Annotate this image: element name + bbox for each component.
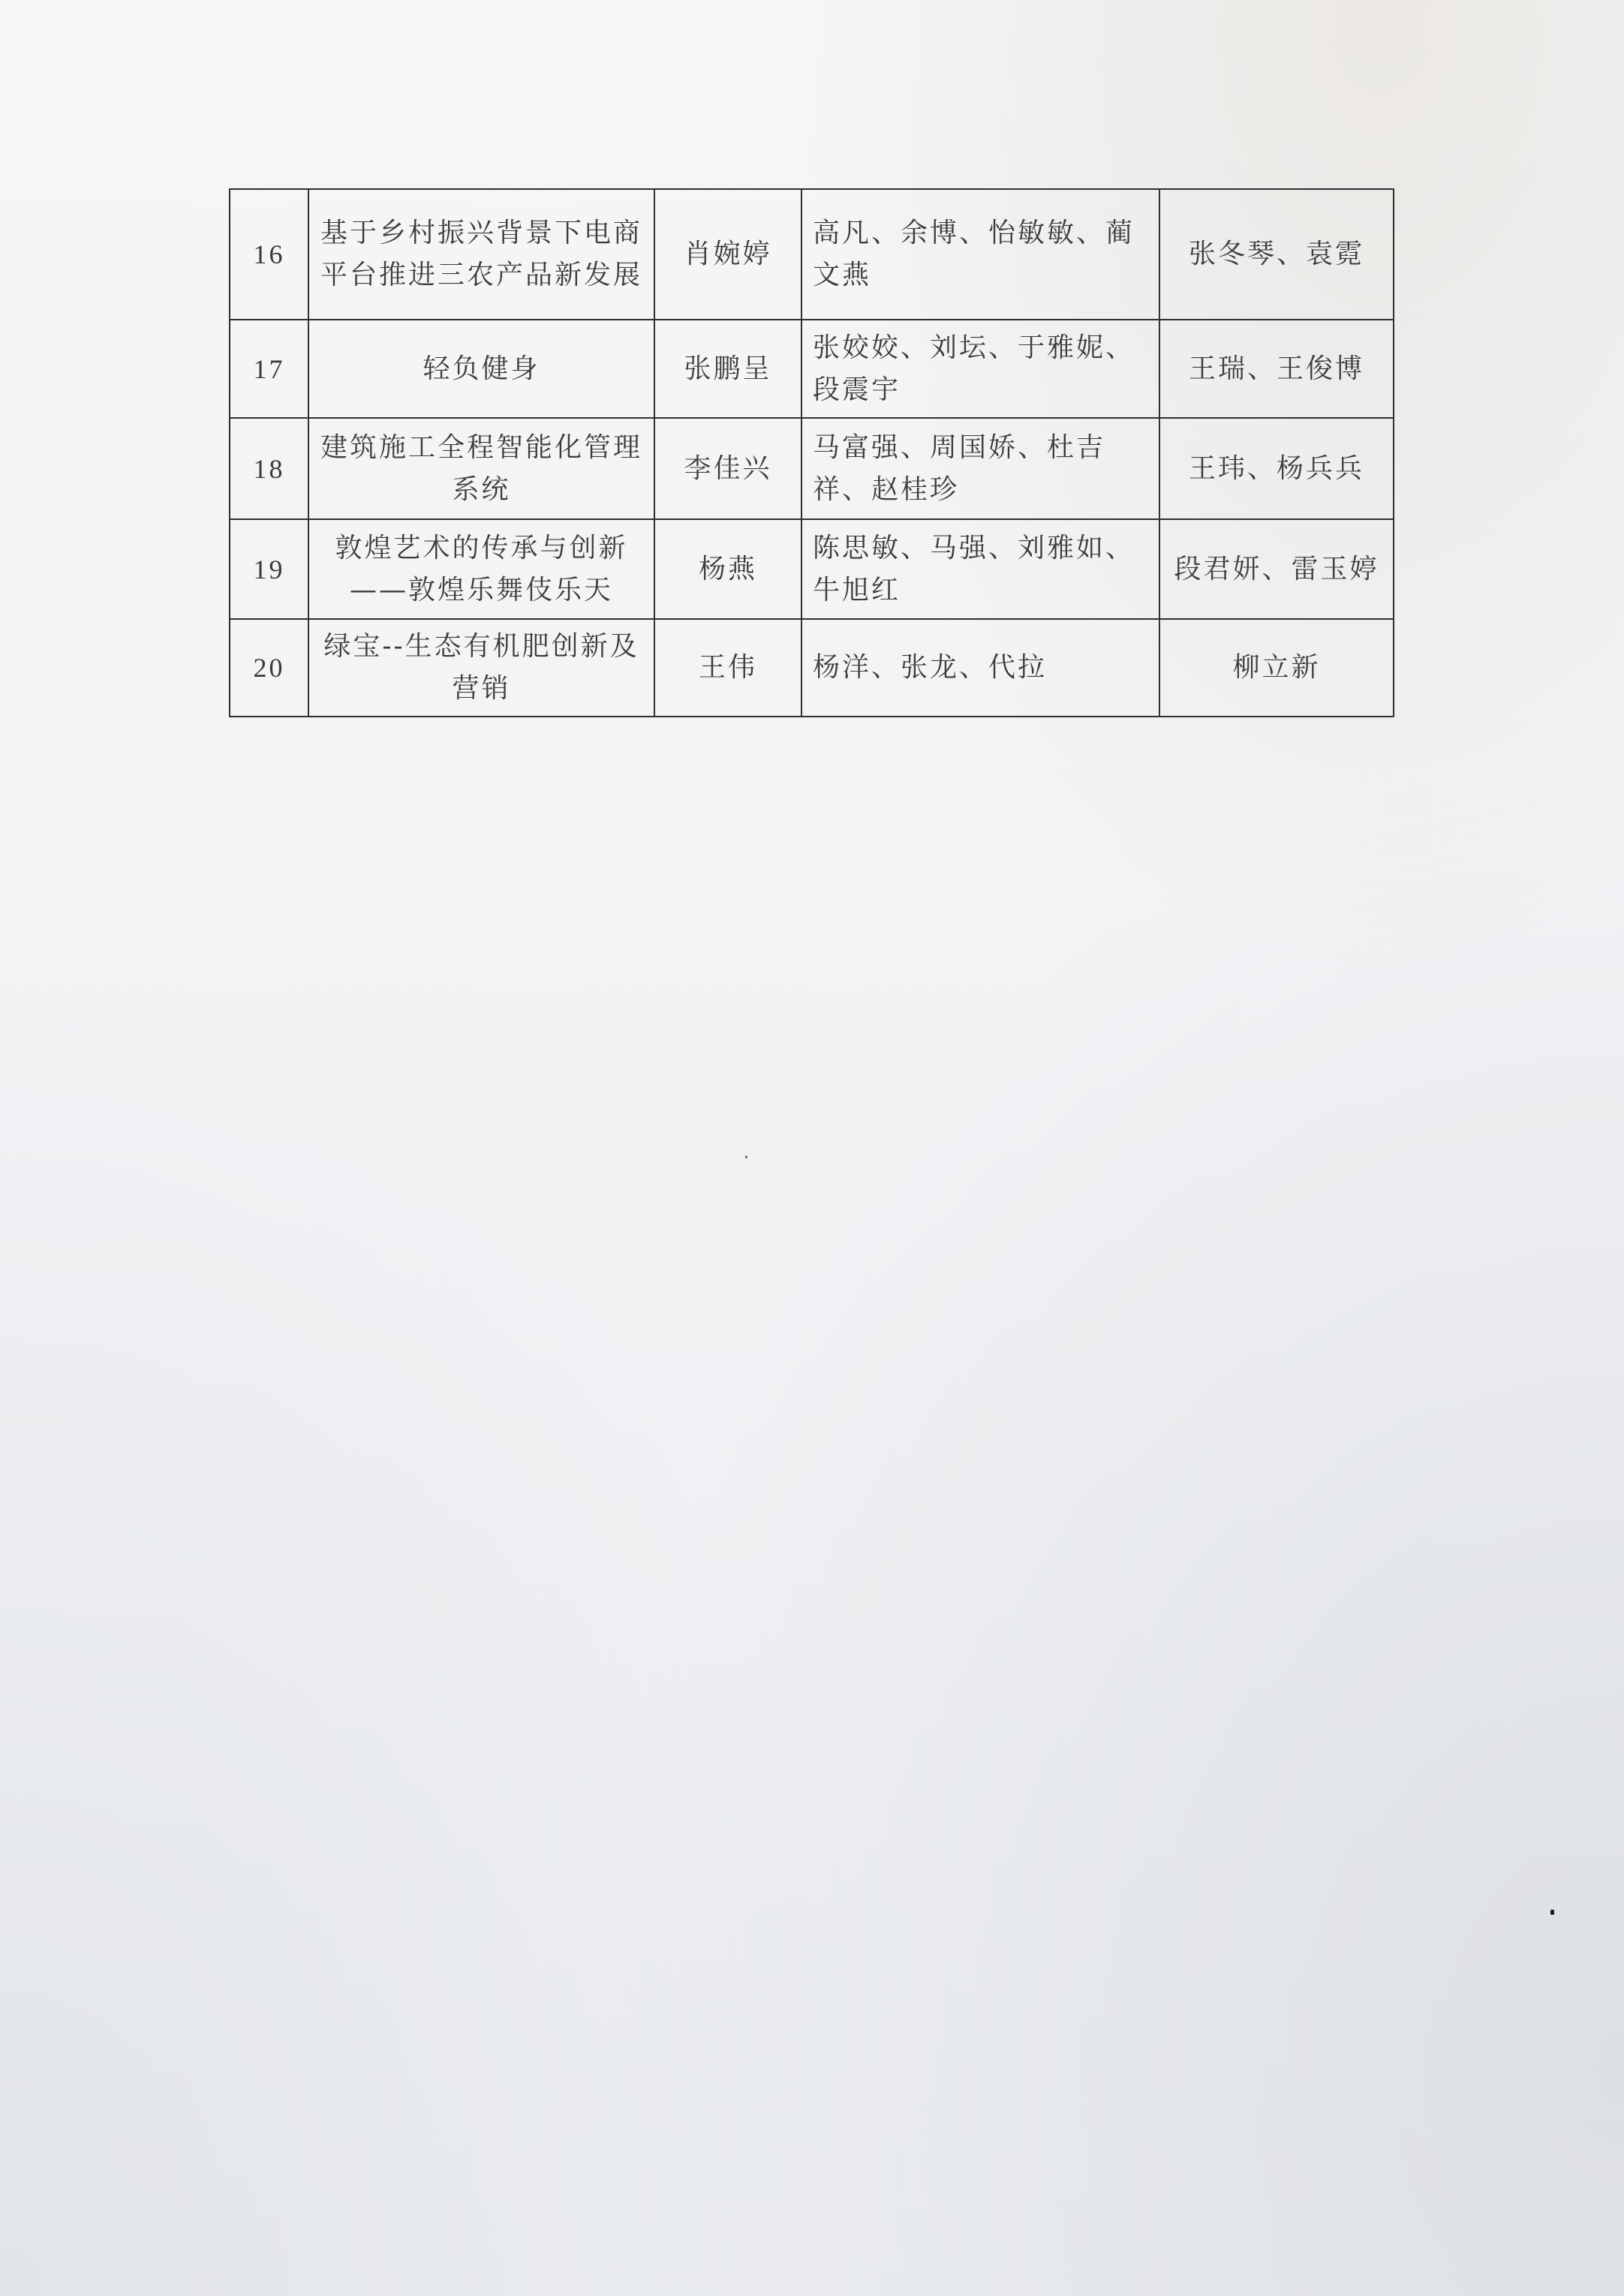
row-number: 19 [230, 519, 308, 619]
table-row [230, 418, 1394, 519]
row-number: 18 [230, 418, 308, 519]
advisors: 柳立新 [1159, 619, 1394, 717]
row-number: 17 [230, 320, 308, 418]
team-members: 高凡、余博、怡敏敏、蔺文燕 [801, 189, 1159, 320]
advisors: 王玮、杨兵兵 [1159, 418, 1394, 519]
project-leader: 王伟 [654, 619, 801, 717]
table-row [230, 320, 1394, 418]
project-leader: 张鹏呈 [654, 320, 801, 418]
advisors: 张冬琴、袁霓 [1159, 189, 1394, 320]
advisors: 王瑞、王俊博 [1159, 320, 1394, 418]
table-row [230, 619, 1394, 717]
ink-speck [1550, 1910, 1554, 1915]
project-leader: 李佳兴 [654, 418, 801, 519]
team-members: 陈思敏、马强、刘雅如、牛旭红 [801, 519, 1159, 619]
team-members: 杨洋、张龙、代拉 [801, 619, 1159, 717]
project-leader: 杨燕 [654, 519, 801, 619]
team-members: 张姣姣、刘坛、于雅妮、段震宇 [801, 320, 1159, 418]
row-number: 20 [230, 619, 308, 717]
project-leader: 肖婉婷 [654, 189, 801, 320]
project-name: 建筑施工全程智能化管理系统 [308, 418, 654, 519]
ink-speck [745, 1156, 747, 1159]
table-row [230, 189, 1394, 320]
table-row [230, 519, 1394, 619]
project-name: 敦煌艺术的传承与创新——敦煌乐舞伎乐天 [308, 519, 654, 619]
team-members: 马富强、周国娇、杜吉祥、赵桂珍 [801, 418, 1159, 519]
project-name: 轻负健身 [308, 320, 654, 418]
advisors: 段君妍、雷玉婷 [1159, 519, 1394, 619]
project-table [229, 188, 1394, 717]
row-number: 16 [230, 189, 308, 320]
project-name: 基于乡村振兴背景下电商平台推进三农产品新发展 [308, 189, 654, 320]
project-name: 绿宝--生态有机肥创新及营销 [308, 619, 654, 717]
